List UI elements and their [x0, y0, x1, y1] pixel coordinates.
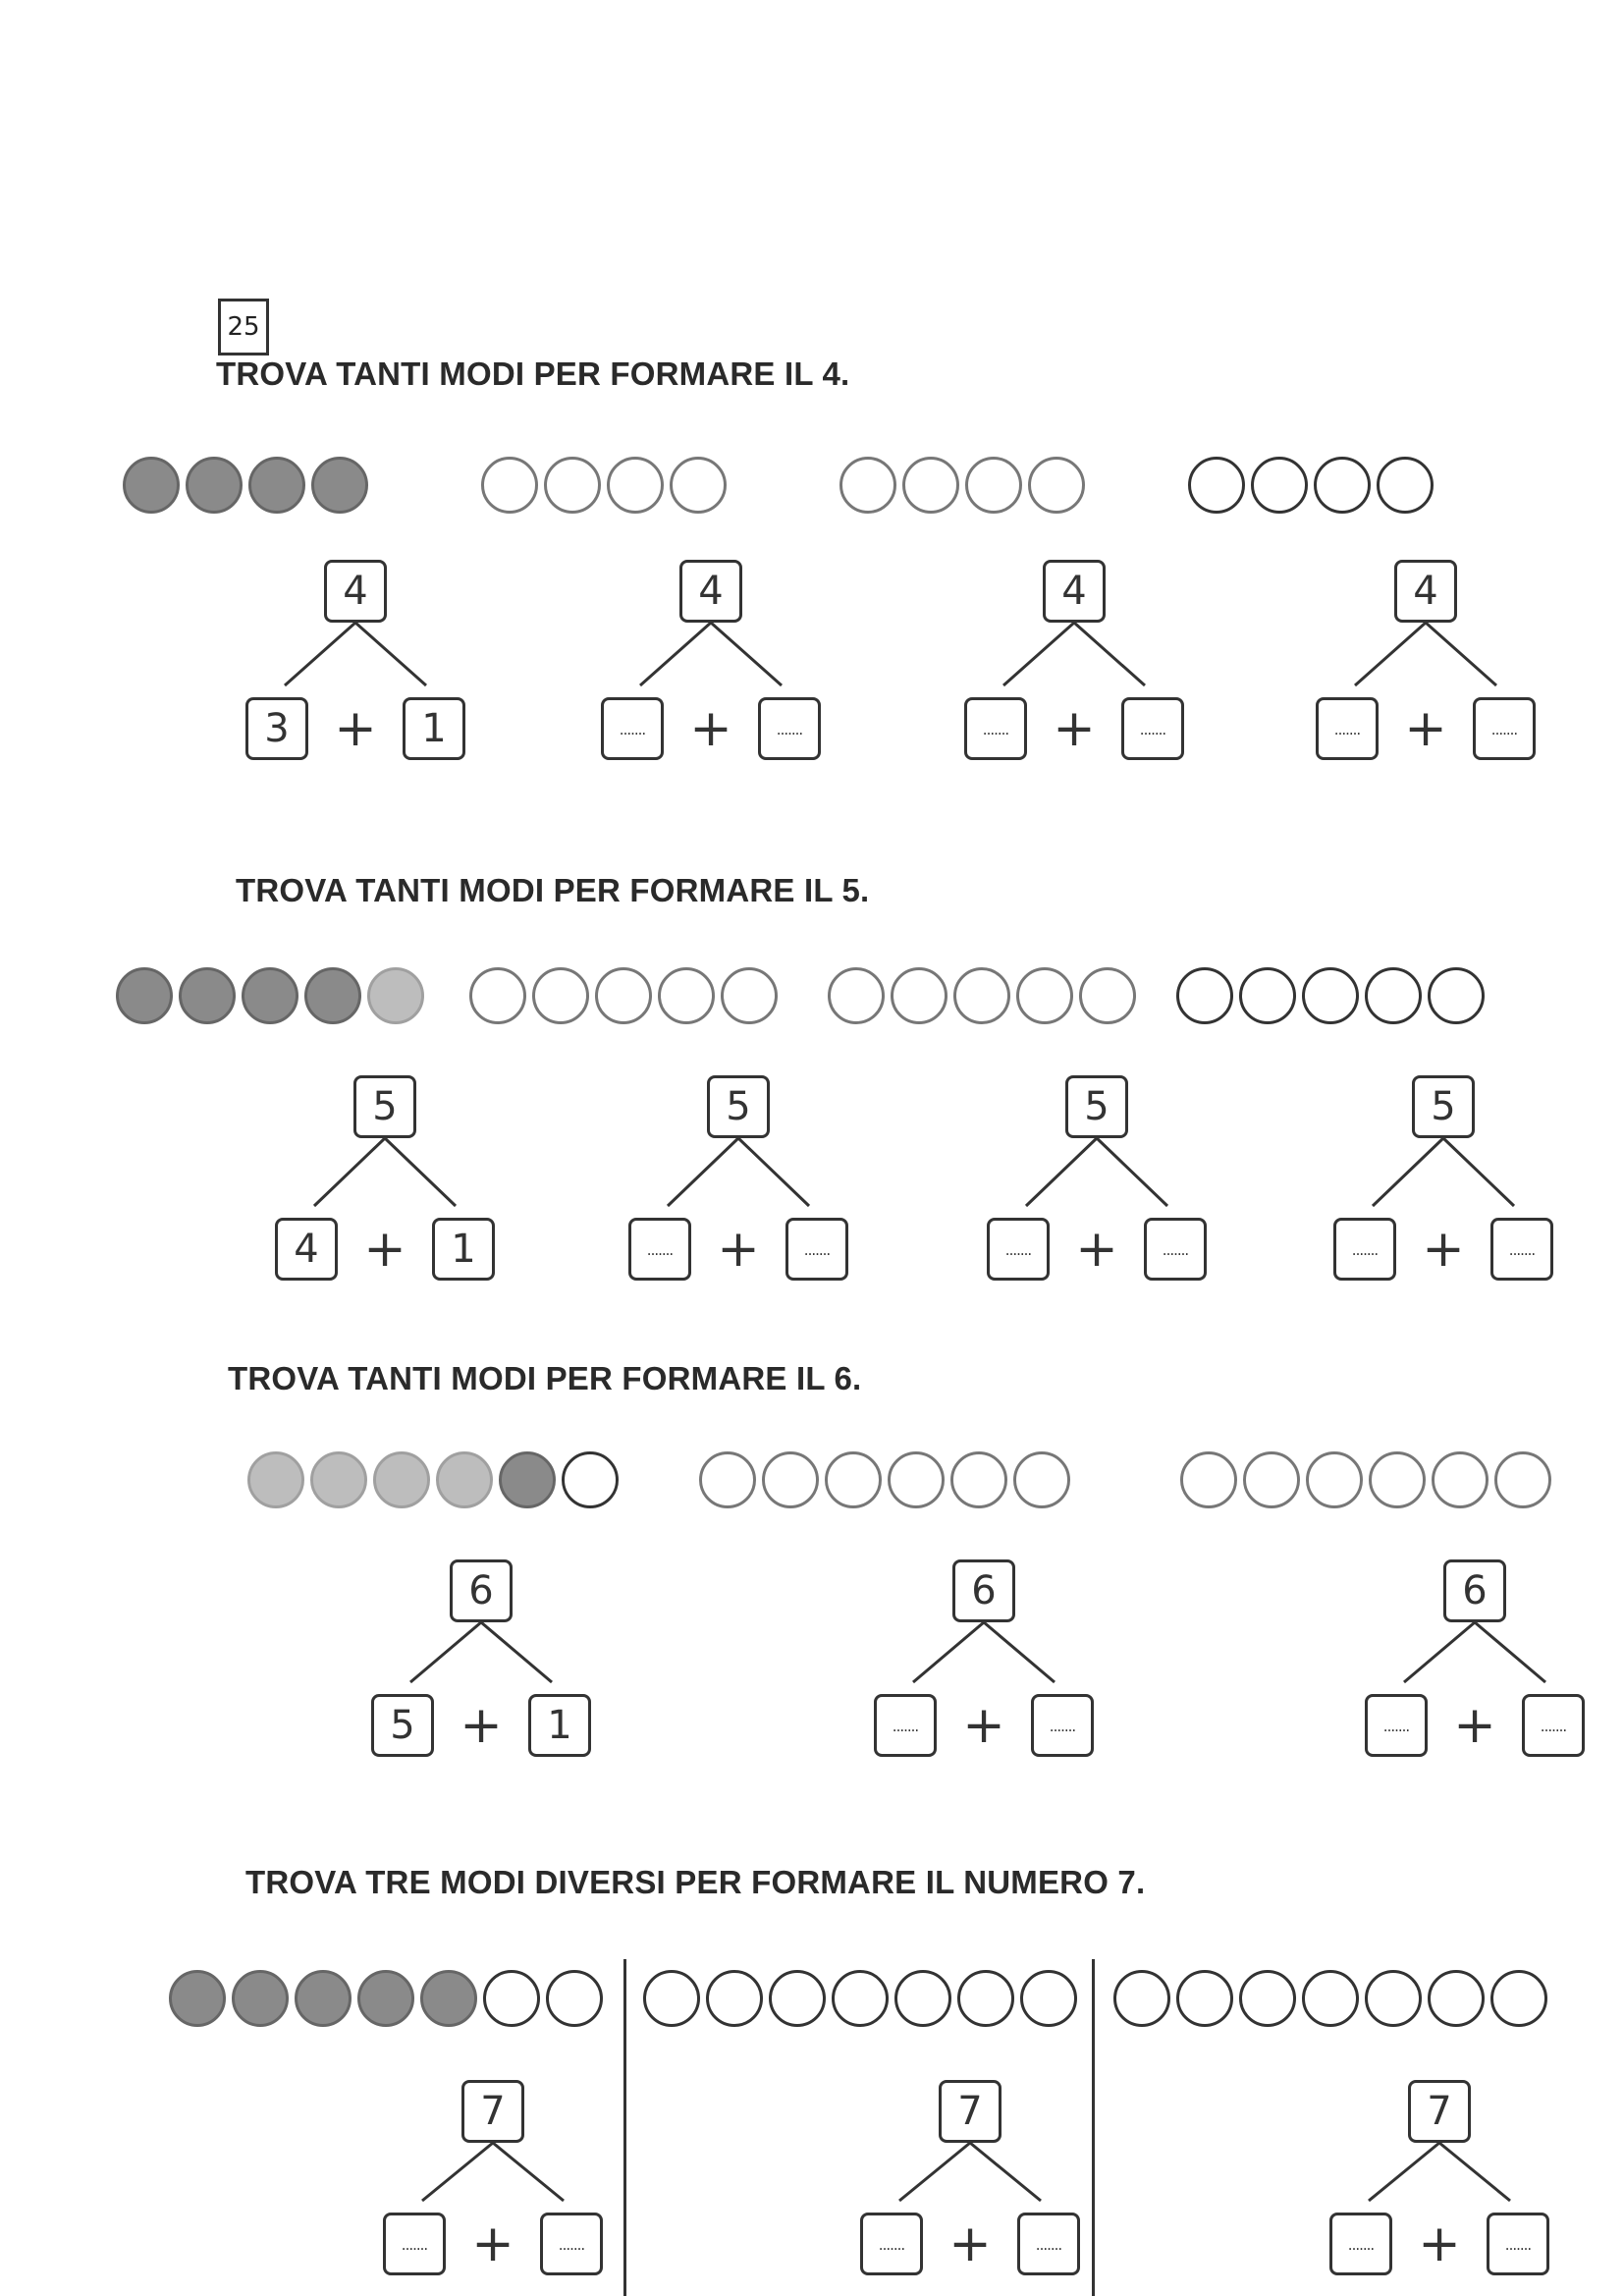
- bond-branch-line: [984, 1622, 1055, 1682]
- plus-sign: +: [1404, 699, 1447, 758]
- addend-box-left: 5: [371, 1694, 434, 1757]
- counter-bead: [483, 1970, 540, 2027]
- plus-sign: +: [460, 1696, 503, 1755]
- total-box: 4: [1043, 560, 1106, 623]
- counter-bead: [1306, 1451, 1363, 1508]
- bond-branch-line: [668, 1138, 738, 1206]
- total-box: 4: [1394, 560, 1457, 623]
- bond-branch-line: [1097, 1138, 1167, 1206]
- addend-box-right[interactable]: .......: [758, 697, 821, 760]
- bond-branch-line: [899, 2143, 970, 2201]
- addend-box-right[interactable]: .......: [1522, 1694, 1585, 1757]
- bond-branch-line: [1404, 1622, 1475, 1682]
- addend-box-right[interactable]: .......: [1031, 1694, 1094, 1757]
- counter-bead: [1239, 1970, 1296, 2027]
- counter-bead: [232, 1970, 289, 2027]
- counter-bead-row: [123, 457, 374, 514]
- bond-branch-line: [1074, 623, 1145, 685]
- total-box: 7: [461, 2080, 524, 2143]
- counter-bead: [357, 1970, 414, 2027]
- bond-branch-line: [481, 1622, 552, 1682]
- counter-bead: [532, 967, 589, 1024]
- addend-box-right[interactable]: .......: [1144, 1218, 1207, 1281]
- plus-sign: +: [689, 699, 732, 758]
- counter-bead: [699, 1451, 756, 1508]
- counter-bead: [1079, 967, 1136, 1024]
- counter-bead-row: [643, 1970, 1083, 2027]
- addend-box-right: 1: [403, 697, 465, 760]
- bond-branch-line: [1369, 2143, 1439, 2201]
- addend-box-right[interactable]: .......: [785, 1218, 848, 1281]
- bond-branch-line: [1026, 1138, 1097, 1206]
- counter-bead: [169, 1970, 226, 2027]
- addend-box-left[interactable]: .......: [874, 1694, 937, 1757]
- addend-box-left[interactable]: .......: [601, 697, 664, 760]
- counter-bead: [1013, 1451, 1070, 1508]
- plus-sign: +: [948, 2214, 992, 2273]
- counter-bead: [1180, 1451, 1237, 1508]
- counter-bead: [186, 457, 243, 514]
- bond-branch-line: [314, 1138, 385, 1206]
- total-box: 5: [1412, 1075, 1475, 1138]
- total-box: 6: [952, 1559, 1015, 1622]
- counter-bead: [1113, 1970, 1170, 2027]
- addend-box-left[interactable]: .......: [1329, 2213, 1392, 2275]
- counter-bead: [562, 1451, 619, 1508]
- counter-bead: [769, 1970, 826, 2027]
- addend-box-right[interactable]: .......: [1490, 1218, 1553, 1281]
- section-heading: TROVA TANTI MODI PER FORMARE IL 5.: [236, 872, 870, 908]
- counter-bead: [832, 1970, 889, 2027]
- counter-bead: [1188, 457, 1245, 514]
- addend-box-right: 1: [528, 1694, 591, 1757]
- counter-bead: [1251, 457, 1308, 514]
- total-box: 6: [1443, 1559, 1506, 1622]
- total-box: 7: [939, 2080, 1001, 2143]
- column-divider: [623, 1959, 626, 2296]
- counter-bead-row: [169, 1970, 609, 2027]
- total-box: 4: [679, 560, 742, 623]
- counter-bead: [902, 457, 959, 514]
- counter-bead: [706, 1970, 763, 2027]
- counter-bead-row: [1188, 457, 1439, 514]
- counter-bead: [1377, 457, 1434, 514]
- counter-bead: [1016, 967, 1073, 1024]
- section-heading: TROVA TRE MODI DIVERSI PER FORMARE IL NUMERO 7.: [245, 1864, 1146, 1900]
- counter-bead: [1432, 1451, 1489, 1508]
- addend-box-right[interactable]: .......: [1473, 697, 1536, 760]
- counter-bead: [762, 1451, 819, 1508]
- addend-box-left: 3: [245, 697, 308, 760]
- plus-sign: +: [334, 699, 377, 758]
- counter-bead: [116, 967, 173, 1024]
- total-box: 7: [1408, 2080, 1471, 2143]
- counter-bead: [1243, 1451, 1300, 1508]
- counter-bead: [123, 457, 180, 514]
- counter-bead: [1176, 967, 1233, 1024]
- counter-bead: [1428, 967, 1485, 1024]
- counter-bead: [1365, 1970, 1422, 2027]
- counter-bead: [544, 457, 601, 514]
- counter-bead: [1365, 967, 1422, 1024]
- bond-branch-line: [410, 1622, 481, 1682]
- addend-box-right[interactable]: .......: [1121, 697, 1184, 760]
- page-number: 25: [218, 299, 269, 355]
- counter-bead: [247, 1451, 304, 1508]
- plus-sign: +: [717, 1220, 760, 1279]
- total-box: 6: [450, 1559, 513, 1622]
- counter-bead: [469, 967, 526, 1024]
- counter-bead: [310, 1451, 367, 1508]
- counter-bead: [1490, 1970, 1547, 2027]
- bond-branch-line: [738, 1138, 809, 1206]
- counter-bead: [1314, 457, 1371, 514]
- addend-box-right: 1: [432, 1218, 495, 1281]
- plus-sign: +: [1418, 2214, 1461, 2273]
- bond-branch-line: [970, 2143, 1041, 2201]
- addend-box-left[interactable]: .......: [860, 2213, 923, 2275]
- bond-branch-line: [1426, 623, 1496, 685]
- addend-box-left[interactable]: .......: [1316, 697, 1379, 760]
- plus-sign: +: [1053, 699, 1096, 758]
- bond-branch-line: [1439, 2143, 1510, 2201]
- counter-bead-row: [1176, 967, 1490, 1024]
- counter-bead: [670, 457, 727, 514]
- bond-branch-line: [355, 623, 426, 685]
- counter-bead: [658, 967, 715, 1024]
- plus-sign: +: [471, 2214, 514, 2273]
- counter-bead: [825, 1451, 882, 1508]
- counter-bead: [957, 1970, 1014, 2027]
- bond-branch-line: [422, 2143, 493, 2201]
- bond-branch-line: [385, 1138, 456, 1206]
- bond-branch-line: [913, 1622, 984, 1682]
- counter-bead: [367, 967, 424, 1024]
- addend-box-left[interactable]: .......: [964, 697, 1027, 760]
- addend-box-left[interactable]: .......: [383, 2213, 446, 2275]
- counter-bead: [311, 457, 368, 514]
- addend-box-left[interactable]: .......: [1333, 1218, 1396, 1281]
- addend-box-left[interactable]: .......: [1365, 1694, 1428, 1757]
- counter-bead: [373, 1451, 430, 1508]
- section-heading: TROVA TANTI MODI PER FORMARE IL 6.: [228, 1360, 862, 1396]
- addend-box-right[interactable]: .......: [1487, 2213, 1549, 2275]
- bond-branch-line: [285, 623, 355, 685]
- bond-branch-line: [640, 623, 711, 685]
- counter-bead: [953, 967, 1010, 1024]
- counter-bead: [1239, 967, 1296, 1024]
- counter-bead: [1494, 1451, 1551, 1508]
- counter-bead-row: [247, 1451, 624, 1508]
- counter-bead: [179, 967, 236, 1024]
- addend-box-right[interactable]: .......: [540, 2213, 603, 2275]
- plus-sign: +: [1453, 1696, 1496, 1755]
- counter-bead: [1428, 1970, 1485, 2027]
- counter-bead: [546, 1970, 603, 2027]
- counter-bead: [965, 457, 1022, 514]
- counter-bead: [828, 967, 885, 1024]
- counter-bead: [607, 457, 664, 514]
- counter-bead: [721, 967, 778, 1024]
- counter-bead-row: [839, 457, 1091, 514]
- counter-bead: [891, 967, 947, 1024]
- plus-sign: +: [962, 1696, 1005, 1755]
- counter-bead: [643, 1970, 700, 2027]
- counter-bead: [242, 967, 298, 1024]
- counter-bead-row: [469, 967, 784, 1024]
- counter-bead: [1176, 1970, 1233, 2027]
- addend-box-left[interactable]: .......: [987, 1218, 1050, 1281]
- counter-bead: [499, 1451, 556, 1508]
- counter-bead: [436, 1451, 493, 1508]
- counter-bead: [1369, 1451, 1426, 1508]
- counter-bead-row: [1113, 1970, 1553, 2027]
- counter-bead: [950, 1451, 1007, 1508]
- plus-sign: +: [363, 1220, 406, 1279]
- counter-bead: [839, 457, 896, 514]
- total-box: 5: [353, 1075, 416, 1138]
- addend-box-right[interactable]: .......: [1017, 2213, 1080, 2275]
- total-box: 4: [324, 560, 387, 623]
- column-divider: [1092, 1959, 1095, 2296]
- total-box: 5: [707, 1075, 770, 1138]
- plus-sign: +: [1422, 1220, 1465, 1279]
- bond-branch-line: [1355, 623, 1426, 685]
- counter-bead: [248, 457, 305, 514]
- plus-sign: +: [1075, 1220, 1118, 1279]
- counter-bead-row: [828, 967, 1142, 1024]
- counter-bead: [1020, 1970, 1077, 2027]
- counter-bead: [595, 967, 652, 1024]
- addend-box-left: 4: [275, 1218, 338, 1281]
- bond-branch-line: [1443, 1138, 1514, 1206]
- bond-branch-line: [711, 623, 782, 685]
- counter-bead-row: [116, 967, 430, 1024]
- bond-branch-line: [1373, 1138, 1443, 1206]
- counter-bead: [295, 1970, 352, 2027]
- counter-bead: [1302, 1970, 1359, 2027]
- counter-bead: [420, 1970, 477, 2027]
- counter-bead: [894, 1970, 951, 2027]
- bond-branch-line: [493, 2143, 564, 2201]
- bond-branch-line: [1475, 1622, 1545, 1682]
- counter-bead: [888, 1451, 945, 1508]
- counter-bead: [1302, 967, 1359, 1024]
- counter-bead-row: [481, 457, 732, 514]
- counter-bead: [1028, 457, 1085, 514]
- counter-bead: [304, 967, 361, 1024]
- counter-bead-row: [1180, 1451, 1557, 1508]
- bond-branch-line: [1003, 623, 1074, 685]
- counter-bead: [481, 457, 538, 514]
- counter-bead-row: [699, 1451, 1076, 1508]
- addend-box-left[interactable]: .......: [628, 1218, 691, 1281]
- total-box: 5: [1065, 1075, 1128, 1138]
- section-heading: TROVA TANTI MODI PER FORMARE IL 4.: [216, 355, 850, 392]
